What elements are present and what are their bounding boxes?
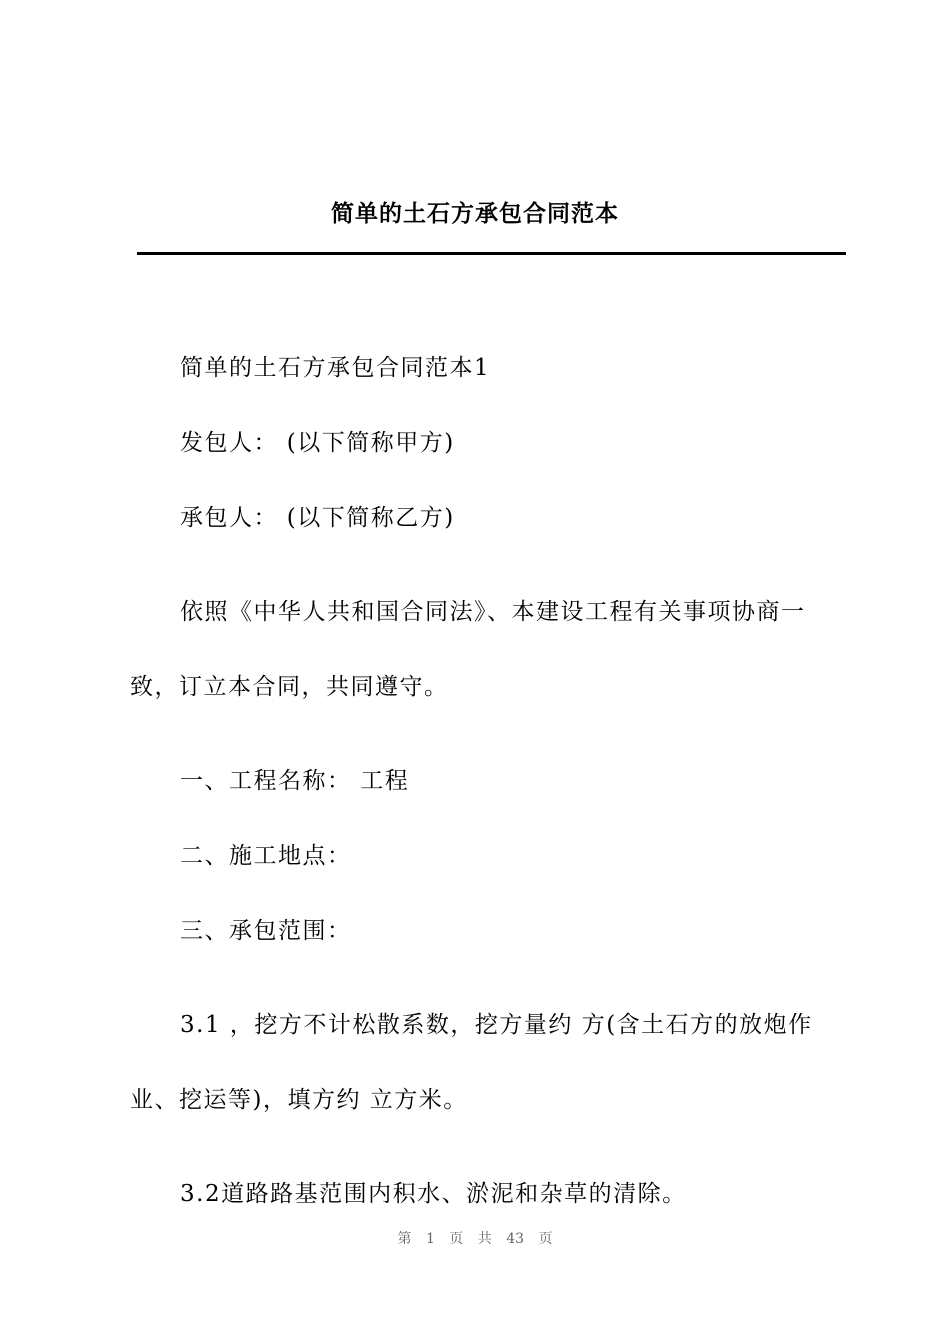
title-divider [137, 252, 846, 255]
page-number: 第 1 页 共 43 页 [397, 1231, 553, 1247]
document-title: 简单的土石方承包合同范本 [331, 201, 619, 227]
paragraph-contractor: 承包人： (以下简称乙方) [180, 505, 455, 531]
paragraph-site: 二、施工地点： [180, 843, 352, 869]
paragraph-clause-3-1: 3.1 ，挖方不计松散系数，挖方量约 方(含土石方的放炮作业、挖运等)，填方约 立方米。 [130, 1012, 813, 1113]
paragraph-basis: 依照《中华人共和国合同法》、本建设工程有关事项协商一致，订立本合同，共同遵守。 [130, 599, 806, 700]
paragraph-employer: 发包人： (以下简称甲方) [180, 430, 455, 456]
paragraph-scope: 三、承包范围： [180, 918, 352, 944]
paragraph-project-name: 一、工程名称： 工程 [180, 768, 410, 794]
paragraph-clause-3-2: 3.2道路路基范围内积水、淤泥和杂草的清除。 [180, 1181, 687, 1207]
document-body [130, 350, 842, 1213]
paragraph-subtitle: 简单的土石方承包合同范本1 [180, 355, 491, 381]
